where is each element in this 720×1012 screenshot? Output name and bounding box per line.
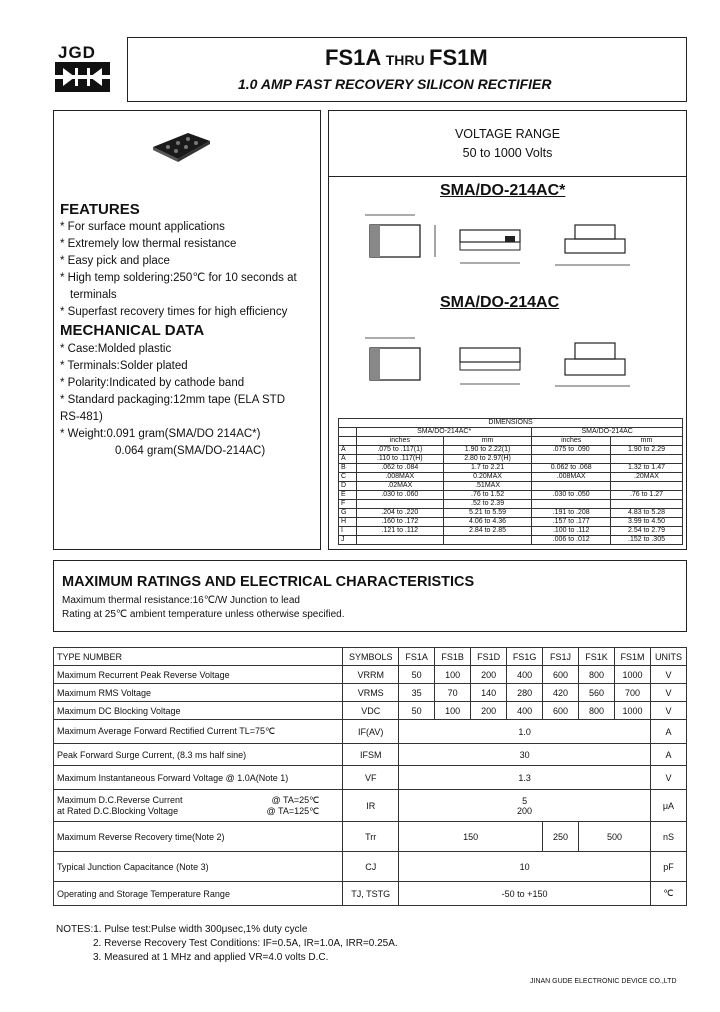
dims-row [339,446,683,455]
dims-cell: .51MAX [443,482,532,491]
row-value: 50 [399,666,435,684]
dims-cell: .121 to .112 [356,527,443,536]
voltage-row [54,702,687,720]
dims-group-2: SMA/DO-214AC [532,428,683,437]
dimensions-table [338,418,683,545]
unit-avg-current: A [650,720,686,744]
row-value: 400 [507,666,543,684]
dims-row [339,518,683,527]
dims-cell: 0.20MAX [443,473,532,482]
dims-cell: .157 to .177 [532,518,611,527]
dims-cell [443,536,532,545]
row-value: 1000 [614,702,650,720]
dims-cell: 2.84 to 2.85 [443,527,532,536]
row-value: 100 [435,702,471,720]
dims-row [339,491,683,500]
th-symbols: SYMBOLS [343,648,399,666]
dims-body [339,446,683,545]
voltage-row [54,684,687,702]
notes [56,923,398,965]
param-temp: Operating and Storage Temperature Range [54,882,343,906]
param-ir [54,790,343,822]
dims-cell: .008MAX [356,473,443,482]
voltage-rows [54,666,687,720]
val-trr-2: 250 [543,822,579,852]
row-value: 420 [543,684,579,702]
dims-row [339,500,683,509]
th-fs1a: FS1A [399,648,435,666]
row-unit: V [650,684,686,702]
mech-item: * Weight:0.091 gram(SMA/DO 214AC*) [60,428,261,440]
dims-cell: 2.80 to 2.97(H) [443,455,532,464]
dims-cell: .76 to 1.27 [611,491,683,500]
param-trr: Maximum Reverse Recovery time(Note 2) [54,822,343,852]
dims-row [339,455,683,464]
voltage-range-value: 50 to 1000 Volts [462,146,553,160]
feature-item: terminals [70,289,117,301]
dims-cell [356,500,443,509]
dims-cell: .191 to .208 [532,509,611,518]
dims-cell: 3.99 to 4.50 [611,518,683,527]
dims-cell: .030 to .050 [532,491,611,500]
unit-temp: ℃ [650,882,686,906]
th-fs1j: FS1J [543,648,579,666]
dims-cell: 4.06 to 4.36 [443,518,532,527]
row-value: 200 [471,666,507,684]
brand-logo-mark [55,62,110,92]
dims-cell: .52 to 2.39 [443,500,532,509]
sym-surge: IFSM [343,744,399,766]
sym-ir: IR [343,790,399,822]
unit-vf: V [650,766,686,790]
dims-cell: .76 to 1.52 [443,491,532,500]
dims-cell: I [339,527,357,536]
val-ir [399,790,651,822]
unit-trr: nS [650,822,686,852]
th-fs1d: FS1D [471,648,507,666]
unit-surge: A [650,744,686,766]
row-param: Maximum Recurrent Peak Reverse Voltage [54,666,343,684]
dims-cell: .030 to .060 [356,491,443,500]
param-cj: Typical Junction Capacitance (Note 3) [54,852,343,882]
feature-item: * For surface mount applications [60,221,225,233]
ir-label-1: Maximum D.C.Reverse Current [57,794,183,805]
ratings-heading: MAXIMUM RATINGS AND ELECTRICAL CHARACTERISTICS [62,574,475,590]
dims-cell: .110 to .117(H) [356,455,443,464]
features-heading: FEATURES [60,201,140,218]
dims-cell: 1.90 to 2.22(1) [443,446,532,455]
unit-ir: μA [650,790,686,822]
dims-cell: G [339,509,357,518]
val-surge: 30 [399,744,651,766]
val-temp: -50 to +150 [399,882,651,906]
param-avg-current: Maximum Average Forward Rectified Current TL=75℃ [54,720,343,744]
ratings-table [53,647,687,906]
sym-cj: CJ [343,852,399,882]
features-list [60,219,318,321]
footer: JINAN GUDE ELECTRONIC DEVICE CO.,LTD [530,978,677,985]
dims-cell [532,482,611,491]
voltage-row [54,666,687,684]
ir-val-1: 5 [522,795,528,806]
th-units: UNITS [650,648,686,666]
dims-unit: mm [611,437,683,446]
package-2-drawing [360,318,660,398]
dims-unit: inches [532,437,611,446]
sym-temp: TJ, TSTG [343,882,399,906]
dims-cell: .062 to .084 [356,464,443,473]
row-value: 600 [543,702,579,720]
dims-cell: .152 to .305 [611,536,683,545]
row-value: 400 [507,702,543,720]
package-1-drawing [360,205,660,280]
mech-item: RS-481) [60,411,103,423]
dims-cell: H [339,518,357,527]
row-value: 200 [471,702,507,720]
dims-cell [532,455,611,464]
dims-cell: .075 to .090 [532,446,611,455]
th-fs1k: FS1K [579,648,615,666]
feature-item: * Easy pick and place [60,255,170,267]
dims-cell [611,482,683,491]
sym-avg-current: IF(AV) [343,720,399,744]
th-fs1b: FS1B [435,648,471,666]
row-value: 140 [471,684,507,702]
dims-cell: C [339,473,357,482]
dims-cell: 1.32 to 1.47 [611,464,683,473]
mech-item: * Case:Molded plastic [60,343,172,355]
dims-cell: .02MAX [356,482,443,491]
dims-cell: F [339,500,357,509]
dims-row [339,473,683,482]
dims-cell: 0.062 to .068 [532,464,611,473]
th-fs1g: FS1G [507,648,543,666]
val-cj: 10 [399,852,651,882]
brand-logo-text: JGD [58,43,96,62]
ir-val-2: 200 [517,805,533,816]
row-value: 70 [435,684,471,702]
note-2: 2. Reverse Recovery Test Conditions: IF=0.5A, IR=1.0A, IRR=0.25A. [93,938,398,949]
thru-word: THRU [385,52,425,68]
dims-cell: .008MAX [532,473,611,482]
part-to: FS1M [429,45,488,70]
row-value: 800 [579,666,615,684]
val-vf: 1.3 [399,766,651,790]
row-value: 280 [507,684,543,702]
feature-item: * High temp soldering:250℃ for 10 seconds at [60,272,297,284]
mech-list [60,341,318,460]
note-1: NOTES:1. Pulse test:Pulse width 300μsec,1% duty cycle [56,924,308,935]
mech-item: * Terminals:Solder plated [60,360,188,372]
dims-title: DIMENSIONS [339,419,683,428]
row-symbol: VRRM [343,666,399,684]
chip-image [148,125,218,170]
unit-cj: pF [650,852,686,882]
dims-cell: .160 to .172 [356,518,443,527]
dims-cell: 4.83 to 5.28 [611,509,683,518]
mech-heading: MECHANICAL DATA [60,322,205,339]
param-surge: Peak Forward Surge Current, (8.3 ms half sine) [54,744,343,766]
row-value: 560 [579,684,615,702]
dims-row [339,527,683,536]
dims-cell: A [339,446,357,455]
dims-row [339,482,683,491]
ir-cond-1: @ TA=25℃ [271,794,320,805]
row-symbol: VRMS [343,684,399,702]
ir-cond-2: @ TA=125℃ [266,805,320,816]
dims-group-1: SMA/DO-214AC* [356,428,531,437]
dims-row [339,464,683,473]
dims-cell: .006 to .012 [532,536,611,545]
dims-cell: 1.90 to 2.29 [611,446,683,455]
voltage-range-label: VOLTAGE RANGE [454,127,561,141]
package-1-heading: SMA/DO-214AC* [440,182,566,199]
package-2-heading: SMA/DO-214AC [440,294,560,311]
ir-label-2: at Rated D.C.Blocking Voltage [57,805,179,816]
row-value: 800 [579,702,615,720]
row-value: 1000 [614,666,650,684]
row-value: 35 [399,684,435,702]
row-value: 50 [399,702,435,720]
dims-unit: inches [356,437,443,446]
dims-unit: mm [443,437,532,446]
dims-row [339,509,683,518]
feature-item: * Extremely low thermal resistance [60,238,237,250]
dims-cell: .204 to .220 [356,509,443,518]
row-value: 600 [543,666,579,684]
mech-item: * Standard packaging:12mm tape (ELA STD [60,394,286,406]
dims-cell: B [339,464,357,473]
val-trr-3: 500 [579,822,651,852]
row-value: 700 [614,684,650,702]
row-param: Maximum RMS Voltage [54,684,343,702]
dims-cell: .100 to .112 [532,527,611,536]
sym-trr: Trr [343,822,399,852]
dims-cell: A [339,455,357,464]
subtitle: 1.0 AMP FAST RECOVERY SILICON RECTIFIER [238,76,552,92]
part-from: FS1A [325,45,382,70]
page-title [325,45,488,71]
dims-cell [611,455,683,464]
row-value: 100 [435,666,471,684]
dims-cell: E [339,491,357,500]
dims-cell: .20MAX [611,473,683,482]
ratings-line-2: Rating at 25℃ ambient temperature unless otherwise specified. [62,609,345,620]
th-fs1m: FS1M [614,648,650,666]
mech-item: 0.064 gram(SMA/DO-214AC) [115,445,266,457]
dims-cell: J [339,536,357,545]
sym-vf: VF [343,766,399,790]
mech-item: * Polarity:Indicated by cathode band [60,377,245,389]
note-3: 3. Measured at 1 MHz and applied VR=4.0 volts D.C. [93,952,329,963]
dims-cell: .075 to .117(1) [356,446,443,455]
th-type: TYPE NUMBER [54,648,343,666]
dims-cell: 2.54 to 2.79 [611,527,683,536]
ratings-line-1: Maximum thermal resistance:16℃/W Junction to lead [62,595,300,606]
dims-cell: 5.21 to 5.59 [443,509,532,518]
row-unit: V [650,666,686,684]
dims-cell [532,500,611,509]
dims-cell: D [339,482,357,491]
row-unit: V [650,702,686,720]
val-trr-1: 150 [399,822,543,852]
dims-cell [356,536,443,545]
voltage-divider [328,176,687,177]
dims-row [339,536,683,545]
dims-cell [611,500,683,509]
feature-item: * Superfast recovery times for high efficiency [60,306,288,318]
row-param: Maximum DC Blocking Voltage [54,702,343,720]
val-avg-current: 1.0 [399,720,651,744]
dims-cell: 1.7 to 2.21 [443,464,532,473]
param-vf: Maximum Instantaneous Forward Voltage @ 1.0A(Note 1) [54,766,343,790]
row-symbol: VDC [343,702,399,720]
